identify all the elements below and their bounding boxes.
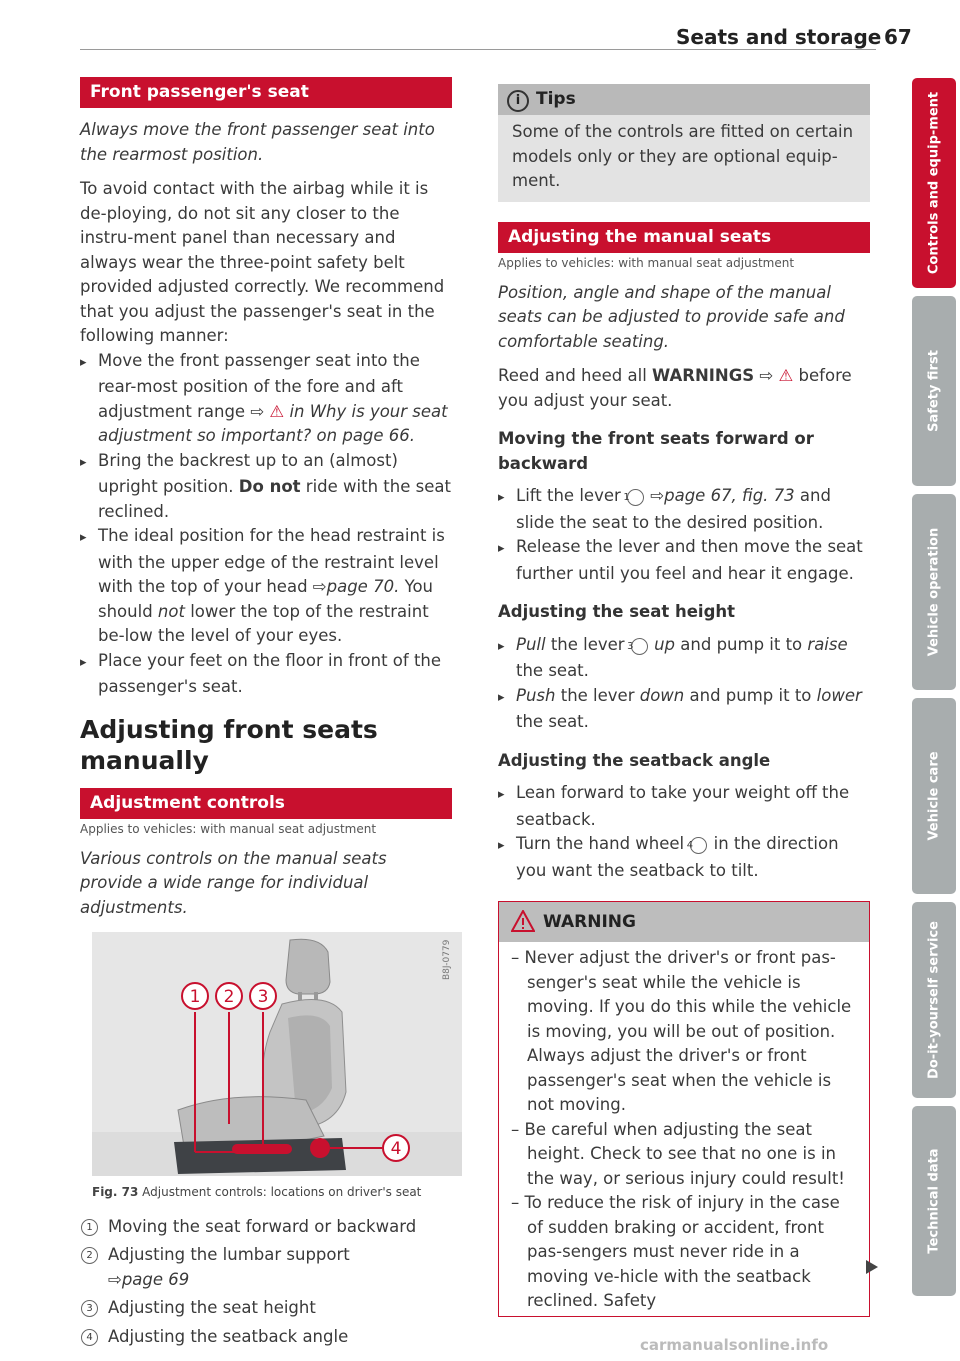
running-header-title: Seats and storage bbox=[676, 25, 882, 49]
adjustment-controls-heading: Adjustment controls bbox=[80, 788, 452, 819]
legend-item: 3 Adjusting the seat height bbox=[80, 1296, 452, 1321]
applies-note: Applies to vehicles: with manual seat adjustment bbox=[80, 821, 377, 836]
angle-bullet-1: ▸ Lean forward to take your weight off the seatback. bbox=[498, 781, 870, 832]
info-icon: i bbox=[507, 90, 529, 112]
side-tab-technical[interactable]: Technical data bbox=[912, 1106, 956, 1296]
ref-arrow-icon: ⇨ bbox=[759, 366, 774, 385]
seat-figure bbox=[92, 932, 462, 1176]
tips-box bbox=[498, 84, 870, 202]
callout-2: 2 bbox=[223, 987, 235, 1007]
manual-seats-heading: Adjusting the manual seats bbox=[498, 222, 870, 253]
continue-arrow-icon bbox=[866, 1260, 878, 1274]
cross-reference-link[interactable]: page 69 bbox=[121, 1269, 190, 1289]
warning-triangle-icon: ⚠ bbox=[778, 366, 794, 385]
ref-arrow-icon: ⇨ bbox=[312, 577, 327, 596]
passenger-paragraph: To avoid contact with the airbag while it is de-ploying, do not sit any closer to the instru-ment panel than necessary and always wear the three-point safety belt provided adjusted correctly. We recommend that you adjust the passenger's seat in the following manner: bbox=[80, 179, 445, 345]
page-number: 67 bbox=[884, 25, 912, 49]
watermark: carmanualsonline.info bbox=[640, 1336, 829, 1354]
warning-item: – Never adjust the driver's or front pas-senger's seat while the vehicle is moving. If you do this while the vehicle is moving, you will be out of position. Always adjust the driver's or front passenger's seat when the vehicle is not moving. bbox=[511, 946, 859, 1118]
side-tab-controls[interactable]: Controls and equip-ment bbox=[912, 78, 956, 288]
passenger-intro: Always move the front passenger seat into the rearmost position. bbox=[80, 120, 435, 164]
controls-intro: Various controls on the manual seats provide a wide range for individual adjustments. bbox=[80, 848, 387, 917]
tips-header: i Tips bbox=[498, 84, 870, 115]
callout-4: 4 bbox=[390, 1139, 402, 1159]
warning-item: – Be careful when adjusting the seat height. Check to see that no one is in the way, or serious injury could result! bbox=[511, 1118, 859, 1192]
cross-reference-link[interactable]: page 70. bbox=[326, 577, 400, 596]
section-heading: Adjusting front seats manually bbox=[80, 714, 378, 775]
side-tab-diy[interactable]: Do-it-yourself service bbox=[912, 902, 956, 1098]
figure-code: B8J-0779 bbox=[442, 939, 452, 980]
warning-triangle-icon: ⚠ bbox=[269, 401, 285, 421]
header-rule bbox=[80, 49, 876, 50]
warnings-note: Reed and heed all WARNINGS ⇨ ⚠ before you adjust your seat. bbox=[498, 366, 852, 410]
figure-caption: Fig. 73 Adjustment controls: locations on driver's seat bbox=[92, 1185, 422, 1199]
passenger-bullet-2: ▸ Bring the backrest up to an (almost) upright position. Do not ride with the seat reclined. bbox=[80, 449, 452, 525]
left-column bbox=[80, 77, 452, 1349]
forward-bullet-1: ▸ Lift the lever 1 ⇨page 67, fig. 73 and slide the seat to the desired position. bbox=[498, 484, 870, 535]
side-tab-care[interactable]: Vehicle care bbox=[912, 698, 956, 894]
legend-item: 4 Adjusting the seatback angle bbox=[80, 1325, 452, 1350]
legend-item: 1 Moving the seat forward or backward bbox=[80, 1215, 452, 1240]
right-column bbox=[498, 84, 870, 1317]
forward-bullet-2: ▸ Release the lever and then move the seat further until you feel and hear it engage. bbox=[498, 535, 870, 586]
passenger-bullet-4: ▸ Place your feet on the floor in front of the passenger's seat. bbox=[80, 649, 452, 700]
passenger-bullet-1: ▸ Move the front passenger seat into the rear-most position of the fore and aft adjustment range ⇨ ⚠ in Why is your seat adjustment so important? on page 66. bbox=[80, 349, 452, 449]
seat-illustration bbox=[92, 932, 462, 1176]
cross-reference-link[interactable]: page 67, fig. 73 bbox=[664, 486, 795, 505]
manual-intro: Position, angle and shape of the manual seats can be adjusted to provide safe and comfortable seating. bbox=[498, 282, 845, 351]
height-bullet-1: ▸ Pull the lever 3 up and pump it to raise the seat. bbox=[498, 633, 870, 684]
tips-text: Some of the controls are fitted on certain models only or they are optional equip-ment. bbox=[498, 115, 870, 202]
ref-arrow-icon: ⇨ bbox=[108, 1269, 122, 1289]
height-heading: Adjusting the seat height bbox=[498, 602, 736, 621]
height-bullet-2: ▸ Push the lever down and pump it to lower the seat. bbox=[498, 684, 870, 735]
angle-bullet-2: ▸ Turn the hand wheel 4 in the direction you want the seatback to tilt. bbox=[498, 832, 870, 883]
callout-3: 3 bbox=[257, 987, 269, 1007]
warning-item: – To reduce the risk of injury in the case of sudden braking or accident, front pas-sengers must never ride in a moving ve-hicle with the seatback reclined. Safety bbox=[511, 1191, 859, 1314]
warning-box bbox=[498, 901, 870, 1317]
callout-1: 1 bbox=[189, 987, 201, 1007]
passenger-bullet-3: ▸ The ideal position for the head restraint is with the upper edge of the restraint level with the top of your head ⇨page 70. You should not lower the top of the restraint be-low the level of your eyes. bbox=[80, 524, 452, 649]
ref-arrow-icon: ⇨ bbox=[650, 486, 665, 505]
warning-triangle-icon bbox=[511, 910, 535, 932]
side-tab-operation[interactable]: Vehicle operation bbox=[912, 494, 956, 690]
warning-header: WARNING bbox=[499, 902, 869, 942]
passenger-seat-heading: Front passenger's seat bbox=[80, 77, 452, 108]
angle-heading: Adjusting the seatback angle bbox=[498, 750, 771, 770]
applies-note: Applies to vehicles: with manual seat adjustment bbox=[498, 255, 795, 270]
warning-body bbox=[499, 942, 869, 1316]
legend-item: 2 Adjusting the lumbar support ⇨page 69 bbox=[80, 1243, 452, 1292]
side-tab-safety[interactable]: Safety first bbox=[912, 296, 956, 486]
cross-reference-link[interactable]: in Why is your seat adjustment so important? on page 66. bbox=[98, 401, 448, 445]
forward-heading: Moving the front seats forward or backward bbox=[498, 429, 814, 473]
ref-arrow-icon: ⇨ bbox=[250, 401, 265, 421]
controls-legend bbox=[80, 1215, 452, 1350]
